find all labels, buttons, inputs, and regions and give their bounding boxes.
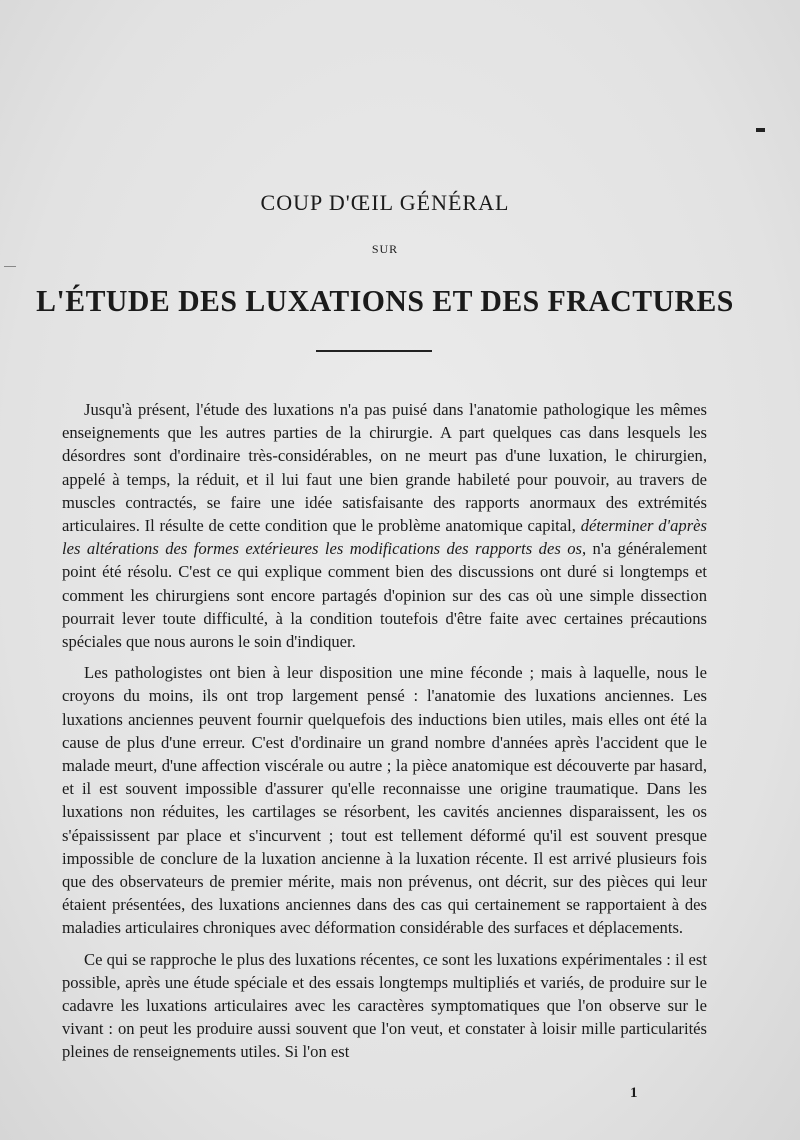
- paragraph-1: [62, 398, 707, 653]
- body-text: [62, 398, 707, 1072]
- title-line-2: SUR: [371, 242, 399, 256]
- paragraph-3: Ce qui se rapproche le plus des luxations récentes, ce sont les luxations expérimentales : il est possible, après une étude spéciale et des essais longtemps multipliés et variés, de produire sur le cadavre les luxations articulaires avec les caractères symptomatiques que l'on observe sur le vivant : on peut les produire aussi souvent que l'on veut, et constater à loisir mille particularités pleines de renseignements utiles. Si l'on est: [62, 949, 707, 1062]
- paragraph-2: Les pathologistes ont bien à leur disposition une mine féconde ; mais à laquelle, nous le croyons du moins, ils ont trop largement pensé : l'anatomie des luxations anciennes. Les luxations anciennes peuvent fournir quelquefois des inductions bien utiles, mais elles ont été la cause de plus d'une erreur. C'est d'ordinaire un grand nombre d'années après l'accident que le malade meurt, d'une affection viscérale ou autre ; la pièce anatomique est découverte par hasard, et il est souvent impossible d'assurer qu'elle reconnaisse une origine traumatique. Dans les luxations non réduites, les cartilages se résorbent, les cavités anciennes disparaissent, les os s'épaississent par place et s'incurvent ; tout est tellement déformé qu'il est souvent presque impossible de conclure de la luxation ancienne à la luxation récente. Il est arrivé plusieurs fois que des observateurs de premier mérite, mais non prévenus, ont décrit, sur des pièces qui leur étaient présentées, des luxations anciennes dans des cas qui certainement se rapportaient à des maladies articulaires chroniques avec déformation considérable des surfaces et déplacements.: [62, 663, 707, 938]
- title-rule: [316, 350, 432, 352]
- paragraph-1-italic: déterminer d'après les altérations des formes extérieures les modifications des rapports des os: [62, 516, 707, 559]
- margin-mark: [4, 266, 16, 267]
- paragraph-1-text-a: Jusqu'à présent, l'étude des luxations n'a pas puisé dans l'anatomie pathologique les mêmes enseignements que les autres parties de la chirurgie. A part quelques cas dans lesquels les désordres sont d'ordinaire très-considérables, on ne meurt pas d'une luxation, le chirurgien, appelé à temps, la réduit, et il lui faut une bien grande habileté pour pouvoir, au travers de muscles contractés, se faire une idée satisfaisante des rapports anormaux des extrémités articulaires. Il résulte de cette condition que le problème anatomique capital,: [62, 400, 707, 536]
- margin-mark: [756, 128, 765, 132]
- chapter-title: L'ÉTUDE DES LUXATIONS ET DES FRACTURES: [36, 283, 734, 318]
- page-number: 1: [630, 1085, 638, 1101]
- title-line-1: COUP D'ŒIL GÉNÉRAL: [260, 190, 510, 215]
- paragraph-1-text-b: , n'a généralement point été résolu. C'est ce qui explique comment bien des discussions ont duré si longtemps et comment les chirurgiens sont encore partagés d'opinion sur des cas où une simple dissection pourrait lever toute difficulté, à la condition toutefois d'être faite avec certaines précautions spéciales que nous aurons le soin d'indiquer.: [62, 539, 707, 652]
